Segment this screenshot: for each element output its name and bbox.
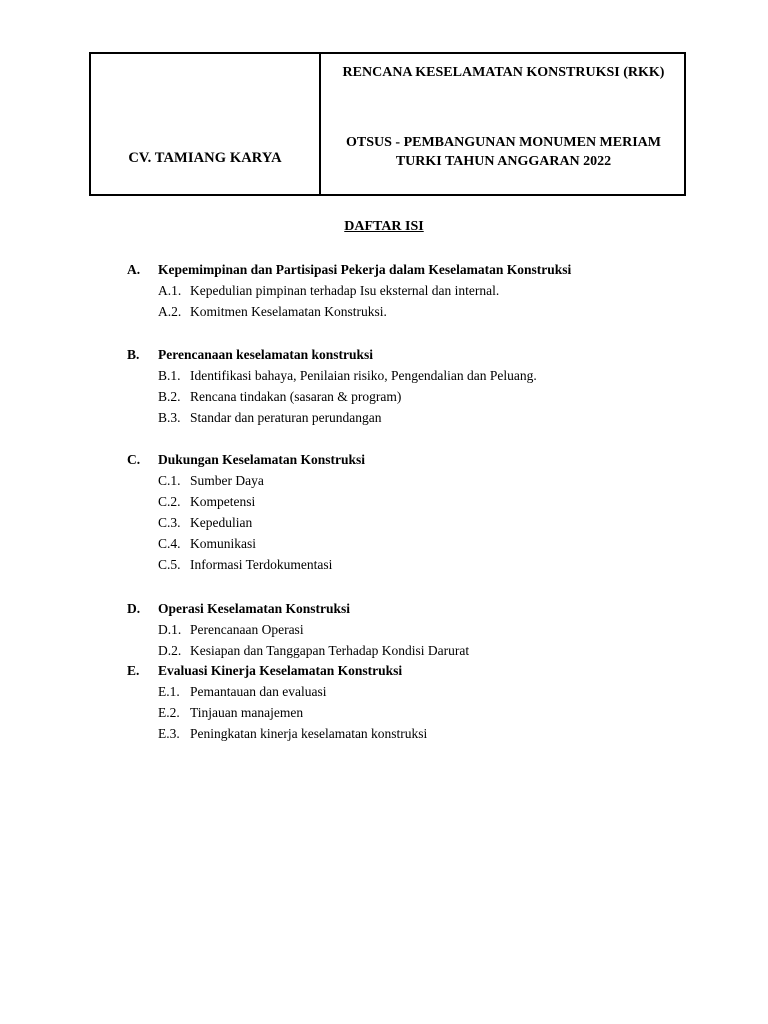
toc-item-text: Sumber Daya: [190, 473, 264, 488]
section-letter: B.: [127, 347, 140, 362]
section-title: Dukungan Keselamatan Konstruksi: [158, 452, 366, 467]
company-name: CV. TAMIANG KARYA: [128, 150, 282, 166]
section-title: Perencanaan keselamatan konstruksi: [158, 347, 374, 362]
toc-item-text: Kompetensi: [190, 494, 256, 509]
toc-item-text: Peningkatan kinerja keselamatan konstruksi: [190, 726, 428, 741]
toc-item-code: E.3.: [158, 726, 180, 741]
section-letter: A.: [127, 262, 141, 277]
toc-item-text: Kesiapan dan Tanggapan Terhadap Kondisi Darurat: [190, 643, 470, 658]
toc-title: DAFTAR ISI: [344, 219, 424, 234]
toc-item-code: C.5.: [158, 557, 181, 572]
section-title: Evaluasi Kinerja Keselamatan Konstruksi: [158, 663, 403, 678]
rkk-title: RENCANA KESELAMATAN KONSTRUKSI (RKK): [342, 65, 665, 80]
section-letter: C.: [127, 452, 141, 467]
toc-item-code: C.3.: [158, 515, 181, 530]
toc-item-text: Perencanaan Operasi: [190, 622, 304, 637]
toc-item-code: B.2.: [158, 389, 181, 404]
project-title-line-1: OTSUS - PEMBANGUNAN MONUMEN MERIAM: [346, 135, 661, 150]
toc-item-code: A.2.: [158, 304, 182, 319]
toc-item-code: C.4.: [158, 536, 181, 551]
toc-item-code: D.1.: [158, 622, 182, 637]
toc-item-text: Komitmen Keselamatan Konstruksi.: [190, 304, 387, 319]
toc-item-code: C.1.: [158, 473, 181, 488]
toc-item-code: C.2.: [158, 494, 181, 509]
toc-item-text: Kepedulian: [190, 515, 253, 530]
toc-item-text: Standar dan peraturan perundangan: [190, 410, 382, 425]
toc-item-code: E.2.: [158, 705, 180, 720]
toc-item-code: B.3.: [158, 410, 181, 425]
toc-item-text: Kepedulian pimpinan terhadap Isu eksternal dan internal.: [190, 283, 500, 298]
toc-item-text: Informasi Terdokumentasi: [190, 557, 333, 572]
toc-item-code: E.1.: [158, 684, 180, 699]
toc-item-text: Identifikasi bahaya, Penilaian risiko, Pengendalian dan Peluang.: [190, 368, 537, 383]
project-title-line-2: TURKI TAHUN ANGGARAN 2022: [395, 154, 612, 169]
toc-item-text: Pemantauan dan evaluasi: [190, 684, 327, 699]
section-letter: E.: [127, 663, 140, 678]
section-title: Kepemimpinan dan Partisipasi Pekerja dalam Keselamatan Konstruksi: [158, 262, 572, 277]
section-letter: D.: [127, 601, 141, 616]
toc-item-code: A.1.: [158, 283, 182, 298]
toc-item-text: Komunikasi: [190, 536, 256, 551]
toc-item-text: Rencana tindakan (sasaran & program): [190, 389, 402, 404]
toc-item-text: Tinjauan manajemen: [190, 705, 304, 720]
toc-item-code: B.1.: [158, 368, 181, 383]
toc-item-code: D.2.: [158, 643, 182, 658]
section-title: Operasi Keselamatan Konstruksi: [158, 601, 351, 616]
